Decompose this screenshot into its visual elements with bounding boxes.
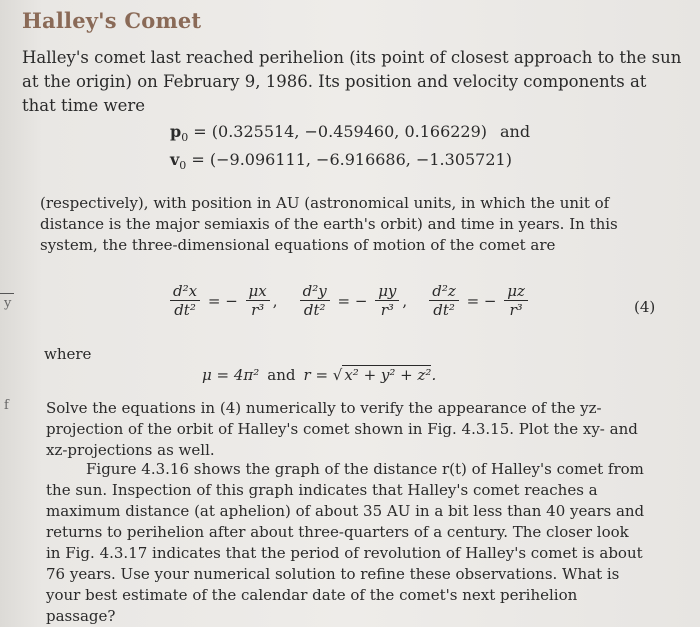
equation-number: (4) xyxy=(634,298,656,316)
mu-definition: μ = 4π² xyxy=(202,366,260,384)
frac-den: r³ xyxy=(509,301,523,319)
frac-den: r³ xyxy=(380,301,394,319)
equals-sign: = − xyxy=(466,291,497,310)
muz-fraction xyxy=(504,282,528,319)
frac-num: μz xyxy=(504,282,528,301)
frac-num: d²z xyxy=(429,282,459,301)
and-connector: and xyxy=(500,122,531,141)
muy-fraction xyxy=(375,282,399,319)
frac-den: r³ xyxy=(251,301,265,319)
v0-symbol: v xyxy=(170,150,180,169)
d2x-fraction xyxy=(170,282,200,319)
intro-paragraph: Halley's comet last reached perihelion (its point of closest approach to the sun at the origin) on February 9, 1986. Its position and velocity components at that time were xyxy=(22,48,682,115)
frac-num: μy xyxy=(375,282,399,301)
and-connector: and xyxy=(267,366,296,384)
figure-paragraph: Figure 4.3.16 shows the graph of the distance r(t) of Halley's comet from the sun. Inspection of this graph indicates that Halley's comet reaches a maximum distance (at aphelion) of about 35 AU in a bit less than 40 years and returns to perihelion after about three-quarters of a century. The closer look in Fig. 4.3.17 indicates that the period of revolution of Halley's comet is about 76 years. Use your numerical solution to refine these observations. What is your best estimate of the calendar date of the comet's next perihelion passage? xyxy=(46,460,645,625)
equals-sign: = − xyxy=(207,291,238,310)
frac-den: dt² xyxy=(174,301,196,319)
equations-of-motion: $\frac{\text{d²x}}{\text{dt²}}$ = − $\frac{\mu x}{\text{r³}}$ , $\frac{\text{d²y}}{\text{dt²}}$ = − $\frac{\mu y}{\text{r³}}$ , $\frac{\text{d²z}}{\text{dt²}}$ = − $\frac{\mu z}{\text{r³}}$ xyxy=(170,282,528,319)
period: . xyxy=(431,366,437,384)
v0-subscript: 0 xyxy=(179,159,187,173)
frac-num: d²x xyxy=(170,282,200,301)
units-paragraph: (respectively), with position in AU (astronomical units, in which the unit of distance is the major semiaxis of the earth's orbit) and time in years. In this system, the three-dimensional equations of motion of the comet are xyxy=(40,194,618,254)
frac-den: dt² xyxy=(433,301,455,319)
position-equation xyxy=(170,122,487,144)
d2z-fraction xyxy=(429,282,459,319)
equals-sign: = − xyxy=(337,291,368,310)
d2y-fraction xyxy=(300,282,330,319)
r-definition: r = xyxy=(303,366,333,384)
v0-value: = (−9.096111, −6.916686, −1.305721) xyxy=(186,150,512,169)
task-paragraph: Solve the equations in (4) numerically to verify the appearance of the yz-projection of the orbit of Halley's comet shown in Fig. 4.3.15. Plot the xy- and xz-projections as well. xyxy=(46,399,638,459)
margin-glyph: y xyxy=(4,296,12,311)
p0-subscript: 0 xyxy=(181,131,189,145)
r-radicand: x² + y² + z² xyxy=(344,366,432,384)
frac-den: dt² xyxy=(303,301,326,319)
frac-num: d²y xyxy=(300,282,330,301)
velocity-equation xyxy=(170,150,512,172)
p0-value: = (0.325514, −0.459460, 0.166229) xyxy=(188,122,488,141)
where-label: where xyxy=(44,345,92,363)
margin-glyph: f xyxy=(4,398,9,413)
mux-fraction xyxy=(246,282,270,319)
section-title: Halley's Comet xyxy=(22,8,202,33)
frac-num: μx xyxy=(246,282,270,301)
mu-r-definition: μ = 4π² and r = √ x² + y² + z². xyxy=(202,366,437,384)
p0-symbol: p xyxy=(170,122,182,141)
